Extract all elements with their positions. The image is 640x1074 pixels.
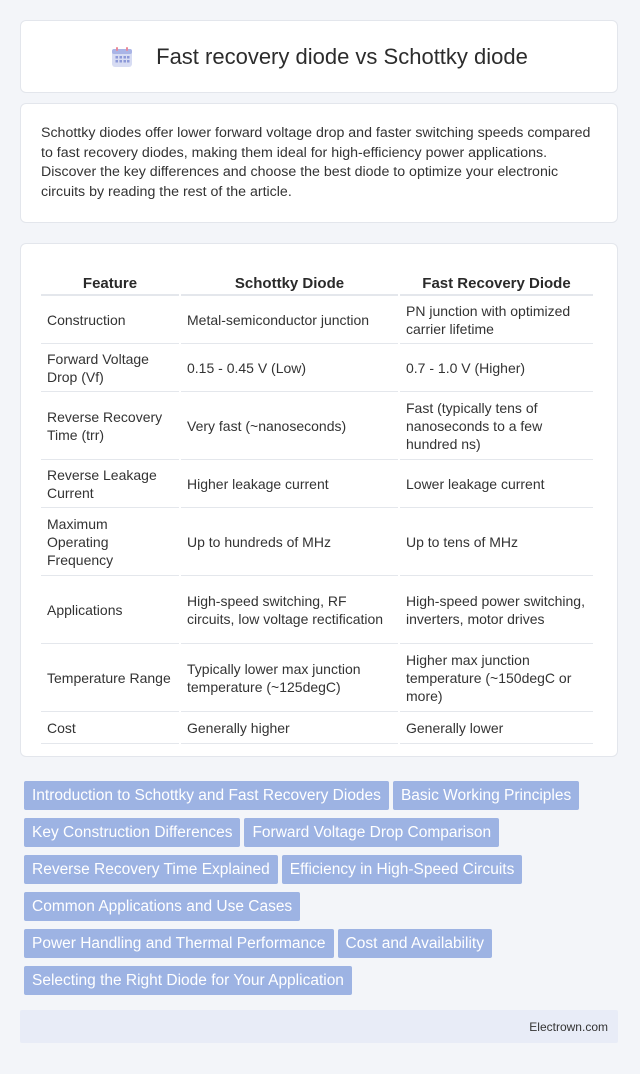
table-cell: Higher max junction temperature (~150degC or more) [400, 644, 593, 712]
table-cell: 0.7 - 1.0 V (Higher) [400, 344, 593, 392]
table-cell: Up to tens of MHz [400, 508, 593, 576]
footer-source[interactable]: Electrown.com [529, 1019, 608, 1034]
tag-link[interactable]: Cost and Availability [338, 929, 492, 958]
table-cell: Generally higher [181, 712, 398, 744]
table-cell: Higher leakage current [181, 460, 398, 508]
table-cell: Maximum Operating Frequency [41, 508, 179, 576]
table-cell: Fast (typically tens of nanoseconds to a few hundred ns) [400, 392, 593, 460]
page-title: Fast recovery diode vs Schottky diode [156, 43, 528, 69]
tag-link[interactable]: Key Construction Differences [24, 818, 240, 847]
tag-link[interactable]: Efficiency in High-Speed Circuits [282, 855, 523, 884]
table-cell: Generally lower [400, 712, 593, 744]
table-cell: Reverse Leakage Current [41, 460, 179, 508]
header-fast-recovery: Fast Recovery Diode [400, 262, 593, 296]
tag-link[interactable]: Power Handling and Thermal Performance [24, 929, 334, 958]
table-cell: Up to hundreds of MHz [181, 508, 398, 576]
table-cell: Applications [41, 576, 179, 644]
table-cell: Construction [41, 296, 179, 344]
intro-text: Schottky diodes offer lower forward voltage drop and faster switching speeds compared to fast recovery diodes, making them ideal for high-efficiency power applications. Discover the key differences and choose the best diode to optimize your electronic circuits by reading the rest of the article. [41, 125, 591, 200]
tag-link[interactable]: Selecting the Right Diode for Your Application [24, 966, 352, 995]
table-cell: Metal-semiconductor junction [181, 296, 398, 344]
tag-link[interactable]: Introduction to Schottky and Fast Recovery Diodes [24, 781, 389, 810]
title-card [20, 20, 618, 93]
table-cell: 0.15 - 0.45 V (Low) [181, 344, 398, 392]
table-cell: PN junction with optimized carrier lifetime [400, 296, 593, 344]
table-row [41, 296, 593, 344]
table-cell: High-speed switching, RF circuits, low voltage rectification [181, 576, 398, 644]
table-row [41, 712, 593, 744]
table-row [41, 344, 593, 392]
tag-link[interactable]: Basic Working Principles [393, 781, 579, 810]
table-cell: Very fast (~nanoseconds) [181, 392, 398, 460]
table-header-row [41, 262, 593, 296]
intro-card [20, 103, 618, 223]
calendar-icon [110, 45, 134, 69]
table-row [41, 392, 593, 460]
header-feature: Feature [41, 262, 179, 296]
topic-tags [24, 781, 616, 1003]
table-row [41, 576, 593, 644]
tag-link[interactable]: Forward Voltage Drop Comparison [244, 818, 499, 847]
table-cell: Temperature Range [41, 644, 179, 712]
tag-link[interactable]: Reverse Recovery Time Explained [24, 855, 278, 884]
header-schottky: Schottky Diode [181, 262, 398, 296]
tag-link[interactable]: Common Applications and Use Cases [24, 892, 300, 921]
table-cell: High-speed power switching, inverters, motor drives [400, 576, 593, 644]
table-cell: Typically lower max junction temperature (~125degC) [181, 644, 398, 712]
table-row [41, 460, 593, 508]
table-row [41, 508, 593, 576]
table-cell: Lower leakage current [400, 460, 593, 508]
footer [20, 1010, 618, 1043]
comparison-table [39, 262, 595, 744]
table-cell: Forward Voltage Drop (Vf) [41, 344, 179, 392]
table-row [41, 644, 593, 712]
comparison-table-card [20, 243, 618, 757]
table-cell: Cost [41, 712, 179, 744]
table-cell: Reverse Recovery Time (trr) [41, 392, 179, 460]
